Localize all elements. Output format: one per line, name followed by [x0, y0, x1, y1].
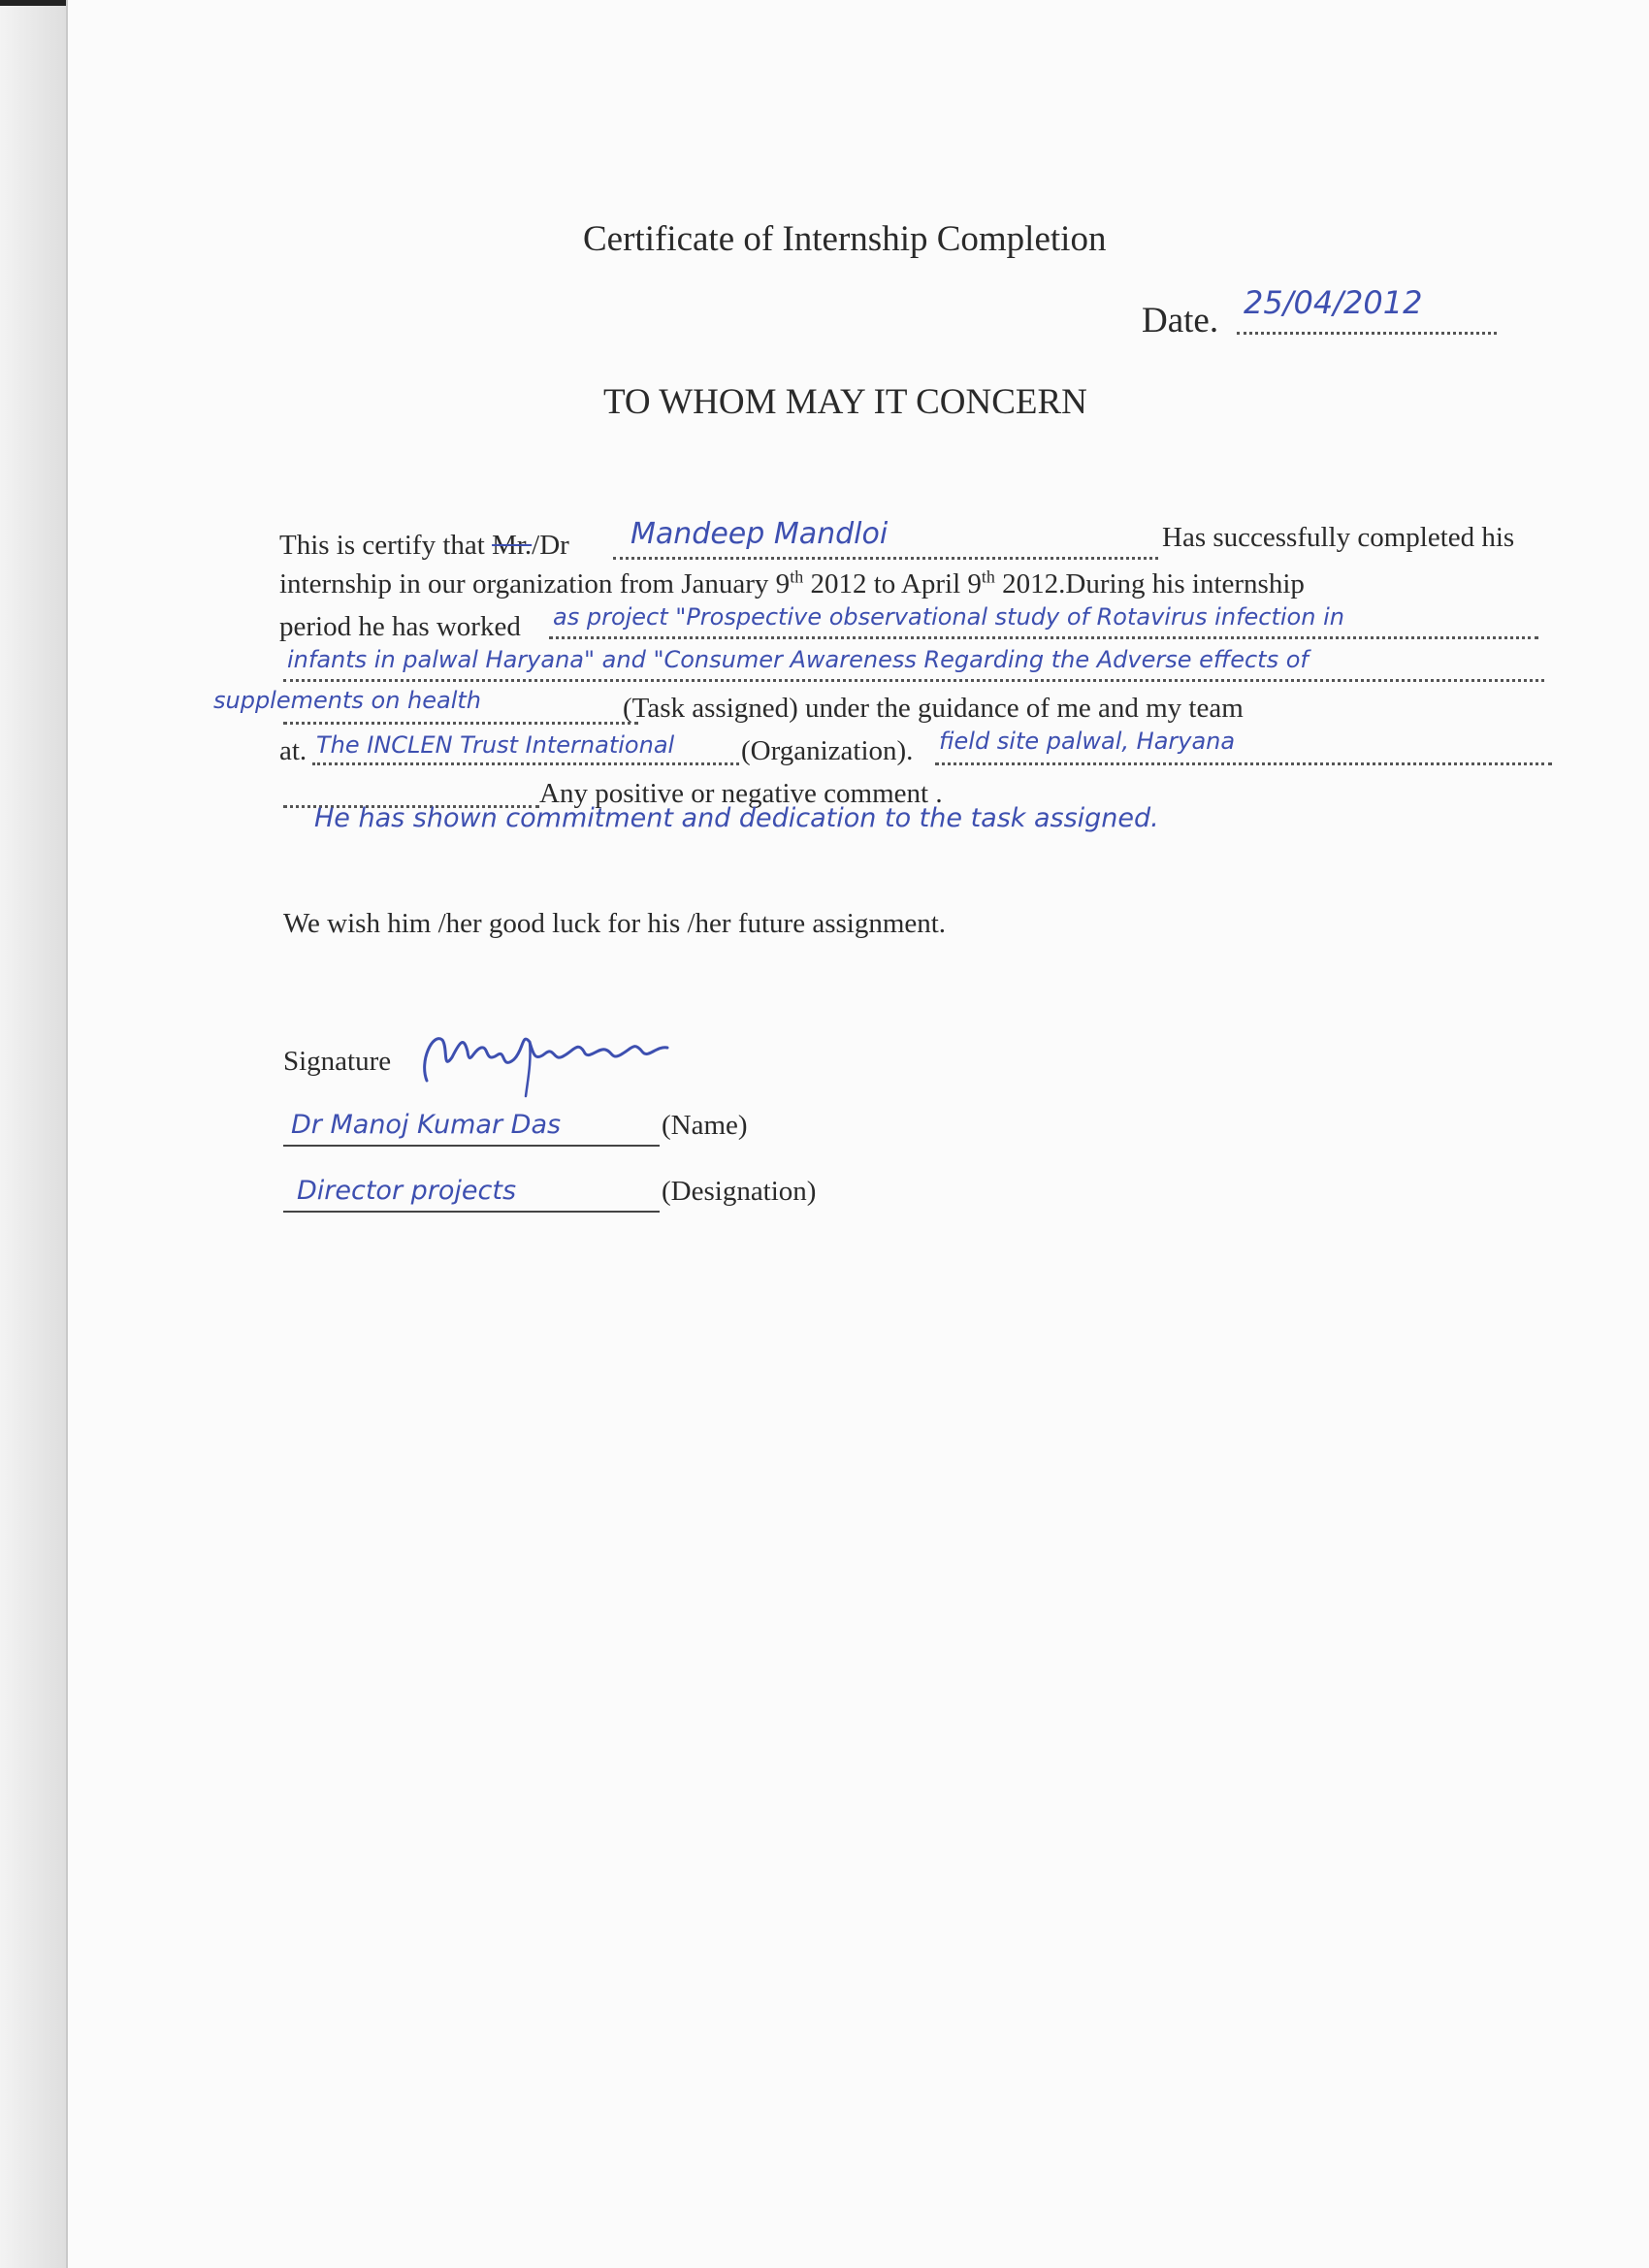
intern-name-dotted-line — [613, 557, 1158, 560]
signatory-designation: Director projects — [297, 1176, 517, 1206]
line2-sup-2: th — [981, 567, 995, 587]
certificate-title: Certificate of Internship Completion — [583, 219, 1107, 259]
name-underline — [283, 1145, 660, 1147]
scan-corner — [0, 0, 66, 6]
work-dotted-line-1 — [549, 636, 1538, 639]
line3-prefix: period he has worked — [279, 611, 521, 642]
certificate-page — [66, 0, 1649, 2268]
line2-part-c: 2012.During his internship — [994, 568, 1305, 599]
designation-underline — [283, 1211, 660, 1213]
date-dotted-line — [1237, 332, 1497, 335]
work-description-3: supplements on health — [213, 687, 482, 714]
organization-label: (Organization). — [741, 735, 914, 766]
line2-part-a: internship in our organization from January 9 — [279, 568, 791, 599]
intern-name: Mandeep Mandloi — [630, 517, 889, 551]
organization-dotted-line — [312, 762, 739, 765]
closing-wish: We wish him /her good luck for his /her future assignment. — [283, 908, 947, 939]
name-label: (Name) — [662, 1110, 748, 1141]
handwritten-signature — [413, 1013, 704, 1100]
scan-edge — [0, 0, 66, 2268]
title-dr: /Dr — [532, 530, 569, 561]
signature-label: Signature — [283, 1046, 392, 1077]
line2-part-b: 2012 to April 9 — [803, 568, 982, 599]
organization-name: The INCLEN Trust International — [316, 731, 675, 759]
line7-suffix: Any positive or negative comment . — [539, 778, 943, 809]
date-value: 25/04/2012 — [1244, 284, 1423, 321]
work-dotted-line-3 — [283, 722, 638, 725]
body-line-1 — [279, 532, 569, 560]
designation-label: (Designation) — [662, 1176, 817, 1207]
work-description-2: infants in palwal Haryana" and "Consumer Awareness Regarding the Adverse effects of — [287, 646, 1309, 673]
signatory-name: Dr Manoj Kumar Das — [291, 1110, 562, 1140]
line1-prefix: This is certify that — [279, 530, 493, 561]
line1-suffix: Has successfully completed his — [1162, 522, 1515, 553]
line2-sup-1: th — [790, 567, 804, 587]
line6-prefix: at. — [279, 735, 307, 766]
line5-suffix: (Task assigned) under the guidance of me and my team — [623, 693, 1244, 724]
date-label: Date. — [1142, 301, 1219, 340]
body-line-2 — [279, 567, 1305, 599]
work-description-1: as project "Prospective observational study of Rotavirus infection in — [553, 603, 1344, 631]
work-dotted-line-2 — [283, 679, 1544, 682]
struck-title-mr: Mr. — [492, 530, 533, 561]
location-dotted-line — [935, 762, 1552, 765]
salutation: TO WHOM MAY IT CONCERN — [603, 382, 1087, 422]
organization-location: field site palwal, Haryana — [939, 728, 1236, 755]
handwritten-comment: He has shown commitment and dedication to the task assigned. — [314, 803, 1159, 833]
